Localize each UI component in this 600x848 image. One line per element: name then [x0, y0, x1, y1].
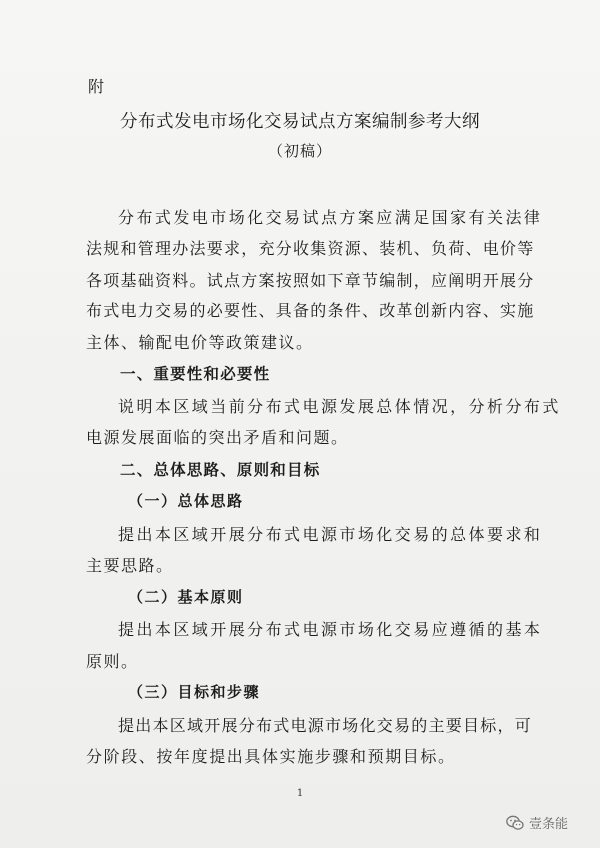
subsection-line: 提出本区域开展分布式电源市场化交易的主要目标，可	[118, 716, 533, 735]
subsection-heading: （一）总体思路	[128, 492, 244, 510]
intro-line: 分布式发电市场化交易试点方案应满足国家有关法律	[118, 208, 543, 227]
subsection-line: 提出本区域开展分布式电源市场化交易的总体要求和	[118, 525, 543, 544]
subsection-line: 提出本区域开展分布式电源市场化交易应遵循的基本	[118, 620, 543, 639]
document-subtitle: （初稿）	[267, 142, 332, 160]
intro-line: 法规和管理办法要求，充分收集资源、装机、负荷、电价等	[86, 239, 535, 258]
section-heading: 二、总体思路、原则和目标	[120, 461, 321, 479]
intro-line: 布式电力交易的必要性、具备的条件、改革创新内容、实施	[86, 301, 535, 320]
document-title: 分布式发电市场化交易试点方案编制参考大纲	[120, 112, 480, 132]
section-heading: 一、重要性和必要性	[120, 365, 271, 383]
attachment-label: 附	[88, 77, 106, 96]
intro-line: 主体、输配电价等政策建议。	[86, 333, 314, 352]
section-line: 说明本区域当前分布式电源发展总体情况，分析分布式	[118, 397, 561, 416]
watermark-text: 壹条能	[529, 817, 569, 832]
intro-line: 各项基础资料。试点方案按照如下章节编制，应阐明开展分	[86, 271, 535, 290]
watermark	[506, 813, 568, 832]
subsection-heading: （二）基本原则	[128, 588, 244, 606]
subsection-line: 分阶段、按年度提出具体实施步骤和预期目标。	[86, 747, 456, 766]
page-number: 1	[296, 788, 304, 799]
subsection-line: 原则。	[86, 652, 139, 671]
wechat-icon	[506, 815, 524, 831]
subsection-heading: （三）目标和步骤	[128, 683, 261, 701]
subsection-line: 主要思路。	[86, 556, 174, 575]
section-line: 电源发展面临的突出矛盾和问题。	[86, 428, 349, 447]
